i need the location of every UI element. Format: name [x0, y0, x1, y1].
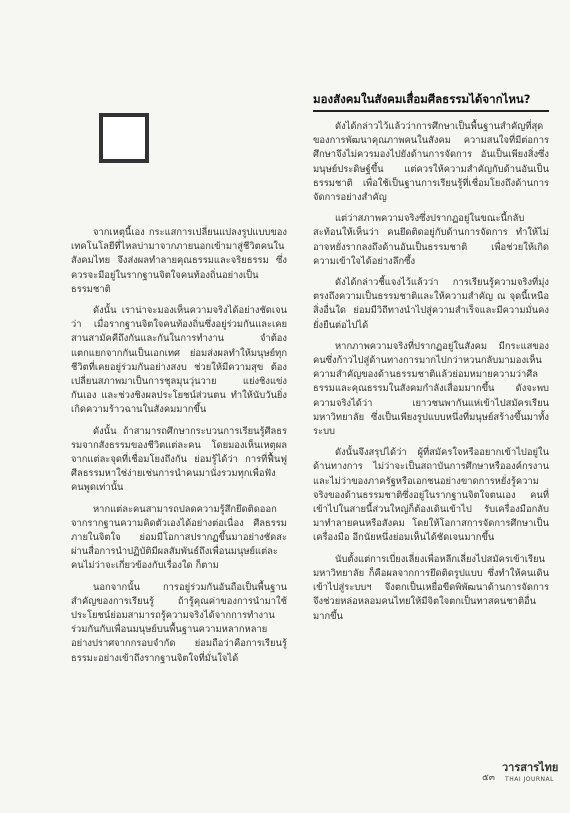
- decorative-frame-icon: [99, 113, 149, 163]
- paragraph: ดังนั้น เราน่าจะมองเห็นความจริงได้อย่างชัดเจนว่า เมื่อรากฐานจิตใจคนท้องถิ่นซึ่งอยู่ร่วมกันและเคยสานสามัคคีถึงกันและกันในการทำงาน จำต้องแตกแยกจากกันเป็นเอกเทศ ย่อมส่งผลทำให้มนุษย์ทุกชีวิตที่เคยอยู่ร่วมกันอย่างสงบ ช่วยให้มีความสุข ต้องเปลี่ยนสภาพมาเป็นการชุลมุนวุ่นวาย แย่งชิงแข่งกันเอง และช่วงชิงผลประโยชน์ส่วนตน ทำให้นับวันยิ่งเกิดความร้าวฉานในสังคมมากขึ้น: [71, 305, 287, 416]
- page-number: ๕๓: [482, 773, 495, 783]
- paragraph: ดังนั้นจึงสรุปได้ว่า ผู้ที่สมัครใจหรืออยากเข้าไปอยู่ในด้านทางการ ไม่ว่าจะเป็นสถาบันการศึกษาหรือองค์กรงาน และไม่ว่าของภาครัฐหรือเอกชนอย่างขาดการหยั่งรู้ความจริงของด้านธรรมชาติซึ่งอยู่ในรากฐานจิตใจตนเอง คนที่เข้าไปในสายนี้ส่วนใหญ่ก็ต้องเดินเข้าไป รับเครื่องมือกลับมาทำลายคนหรือสังคม โดยให้โอกาสการจัดการศึกษาเป็นเครื่องมือ อีกนัยหนึ่งย่อมเห็นได้ชัดเจนมากขึ้น: [313, 447, 549, 544]
- paragraph: นอกจากนั้น การอยู่ร่วมกันอันถือเป็นพื้นฐานสำคัญของการเรียนรู้ ถ้ารู้คุณค่าของการนำมาใช้ประโยชน์ย่อมสามารถรู้ความจริงได้จากการทำงานร่วมกันกับเพื่อนมนุษย์บนพื้นฐานความหลากหลายอย่างปราศจากกรอบจำกัด ย่อมถือว่าคือการเรียนรู้ธรรมะอย่างเข้าถึงรากฐานจิตใจที่มั่นใจได้: [71, 581, 287, 664]
- paragraph: ดังนั้น ถ้าสามารถศึกษากระบวนการเรียนรู้ศีลธรรมจากสังธรรมของชีวิตแต่ละคน โดยมองเห็นเหตุผลจากแต่ละจุดที่เชื่อมโยงถึงกัน ย่อมรู้ได้ว่า การที่ฟื้นฟูศีลธรรมหาใช่ง่ายเช่นการนำคนมานั่งรวมทุกเพื่อฟังคนพูดเท่านั้น: [71, 425, 287, 494]
- right-text-column: [313, 120, 549, 631]
- article-title: มองสังคมในสังคมเสื่อมศีลธรรมได้จากไหน?: [313, 92, 531, 106]
- left-text-column: [71, 226, 287, 673]
- paragraph: จากเหตุนี้เอง กระแสการเปลี่ยนแปลงรูปแบบของเทคโนโลยีที่ไหลบ่ามาจากภายนอกเข้ามาสู่ชีวิตคนในสังคมไทย จึงส่งผลทำลายคุณธรรมและจริยธรรม ซึ่งควรจะมีอยู่ในรากฐานจิตใจคนท้องถิ่นอย่างเป็นธรรมชาติ: [71, 227, 287, 295]
- journal-name: วารสารไทย: [502, 761, 559, 774]
- paragraph: หากแต่ละคนสามารถปลดความรู้สึกยึดติดออกจากรากฐานความคิดตัวเองได้อย่างต่อเนื่อง ศีลธรรมภายในจิตใจ ย่อมมีโอกาสปรากฏขึ้นมาอย่างชัดสะ ผ่านสื่อการนำปฏิบัติมีผลสัมพันธ์ถึงเพื่อนมนุษย์แต่ละคนไม่ว่าจะเกี่ยวข้องกับเรื่องใด ก็ตาม: [71, 503, 287, 572]
- paragraph: หากภาพความจริงที่ปรากฏอยู่ในสังคม มีกระแสของคนซึ่งก้าวไปสู่ด้านทางการมากไปกว่าหวนกลับมามองเห็นความสำคัญของด้านธรรมชาติแล้วย่อมหมายความว่าศีลธรรมและคุณธรรมในสังคมกำลังเสื่อมมากขึ้น ดังจะพบความจริงได้ว่า เยาวชนพากันแห่เข้าไปสมัครเรียนมหาวิทยาลัย ซึ่งเป็นเพียงรูปแบบหนึ่งที่มนุษย์สร้างขึ้นมาทั้งระบบ: [313, 340, 549, 438]
- journal-subtitle: THAI JOURNAL: [505, 776, 554, 783]
- title-rule: [313, 110, 549, 112]
- paragraph: ดังได้กล่าวไว้แล้วว่าการศึกษาเป็นพื้นฐานสำคัญที่สุดของการพัฒนาคุณภาพคนในสังคม ความสนใจที่มีต่อการศึกษาจึงไม่ควรมองไปยังด้านการจัดการ อันเป็นเพียงสิ่งซึ่งมนุษย์ประดิษฐ์ขึ้น แต่ควรให้ความสำคัญกับด้านอันเป็นธรรมชาติ เพื่อใช้เป็นฐานการเรียนรู้ที่เชื่อมโยงถึงด้านการจัดการอย่างสำคัญ: [313, 121, 549, 204]
- paragraph: ดังได้กล่าวชี้แจงไว้แล้วว่า การเรียนรู้ความจริงที่มุ่งตรงถึงความเป็นธรรมชาติและให้ความสำคัญ ณ จุดนี้เหนือสิ่งอื่นใด ย่อมมีวิถีทางนำไปสู่ความสำเร็จและมีความมั่นคงยั่งยืนต่อไปได้: [313, 277, 549, 331]
- page-footer: [482, 758, 559, 783]
- journal-logo: [500, 758, 558, 776]
- paragraph: แต่ว่าสภาพความจริงซึ่งปรากฏอยู่ในขณะนี้กลับสะท้อนให้เห็นว่า คนยึดติดอยู่กับด้านการจัดการ ทำให้ไม่อาจหยั่งรากลงถึงด้านอันเป็นธรรมชาติ เพื่อช่วยให้เกิดความเข้าใจได้อย่างลึกซึ้ง: [313, 213, 549, 267]
- paragraph: นับตั้งแต่การเบี่ยงเลี่ยงเพื่อหลีกเลี่ยงไปสมัครเข้าเรียนมหาวิทยาลัย ก็คือผลจากการยึดติดรูปแบบ ซึ่งทำให้คนเดินเข้าไปสู่ระบบฯ จึงตกเป็นเหยื่อขีดพิพัฒนาด้านการจัดการ จึงช่วยหล่อหลอมคนไทยให้มีจิตใจตกเป็นทาสคนชาติอื่นมากขึ้น: [313, 553, 549, 622]
